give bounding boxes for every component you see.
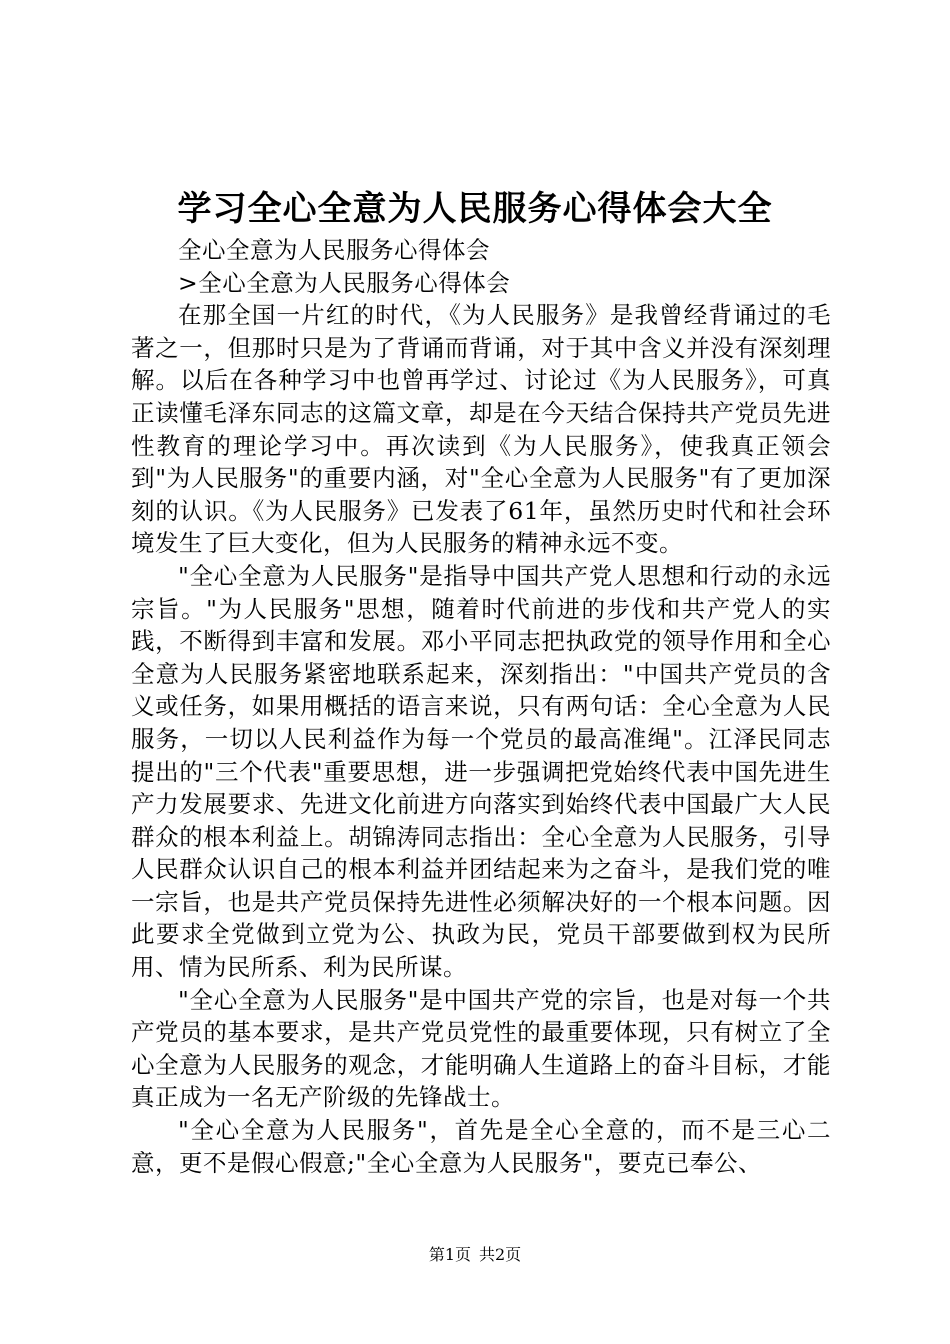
body-paragraph: "全心全意为人民服务"是指导中国共产党人思想和行动的永远宗旨。"为人民服务"思想，随着时代前进的步伐和共产党人的实践，不断得到丰富和发展。邓小平同志把执政党的领导作用和全心全意为人民服务紧密地联系起来，深刻指出："中国共产党员的含义或任务，如果用概括的语言来说，只有两句话：全心全意为人民服务，一切以人民利益作为每一个党员的最高准绳"。江泽民同志提出的"三个代表"重要思想，进一步强调把党始终代表中国先进生产力发展要求、先进文化前进方向落实到始终代表中国最广大人民群众的根本利益上。胡锦涛同志指出：全心全意为人民服务，引导人民群众认识自己的根本利益并团结起来为之奋斗，是我们党的唯一宗旨，也是共产党员保持先进性必须解决好的一个根本问题。因此要求全党做到立党为公、执政为民，党员干部要做到权为民所用、情为民所系、利为民所谋。 — [131, 561, 831, 982]
subtitle-line: 全心全意为人民服务心得体会 — [178, 236, 490, 264]
page-number: 第1页 — [428, 1245, 471, 1264]
page-footer — [0, 1244, 950, 1266]
document-body — [131, 234, 831, 1179]
page-total: 共2页 — [479, 1245, 522, 1264]
document-title: 学习全心全意为人民服务心得体会大全 — [177, 189, 773, 229]
subtitle-line: >全心全意为人民服务心得体会 — [178, 268, 511, 297]
body-paragraph: "全心全意为人民服务"是中国共产党的宗旨，也是对每一个共产党员的基本要求，是共产党员党性的最重要体现，只有树立了全心全意为人民服务的观念，才能明确人生道路上的奋斗目标，才能真正成为一名无产阶级的先锋战士。 — [131, 985, 831, 1112]
body-paragraph: 在那全国一片红的时代，《为人民服务》是我曾经背诵过的毛著之一，但那时只是为了背诵而背诵，对于其中含义并没有深刻理解。以后在各种学习中也曾再学过、讨论过《为人民服务》，可真正读懂毛泽东同志的这篇文章，却是在今天结合保持共产党员先进性教育的理论学习中。再次读到《为人民服务》，使我真正领会到"为人民服务"的重要内涵，对"全心全意为人民服务"有了更加深刻的认识。《为人民服务》已发表了61年，虽然历史时代和社会环境发生了巨大变化，但为人民服务的精神永远不变。 — [131, 301, 831, 558]
body-paragraph: "全心全意为人民服务"，首先是全心全意的，而不是三心二意，更不是假心假意;"全心全意为人民服务"，要克已奉公、 — [131, 1116, 831, 1177]
